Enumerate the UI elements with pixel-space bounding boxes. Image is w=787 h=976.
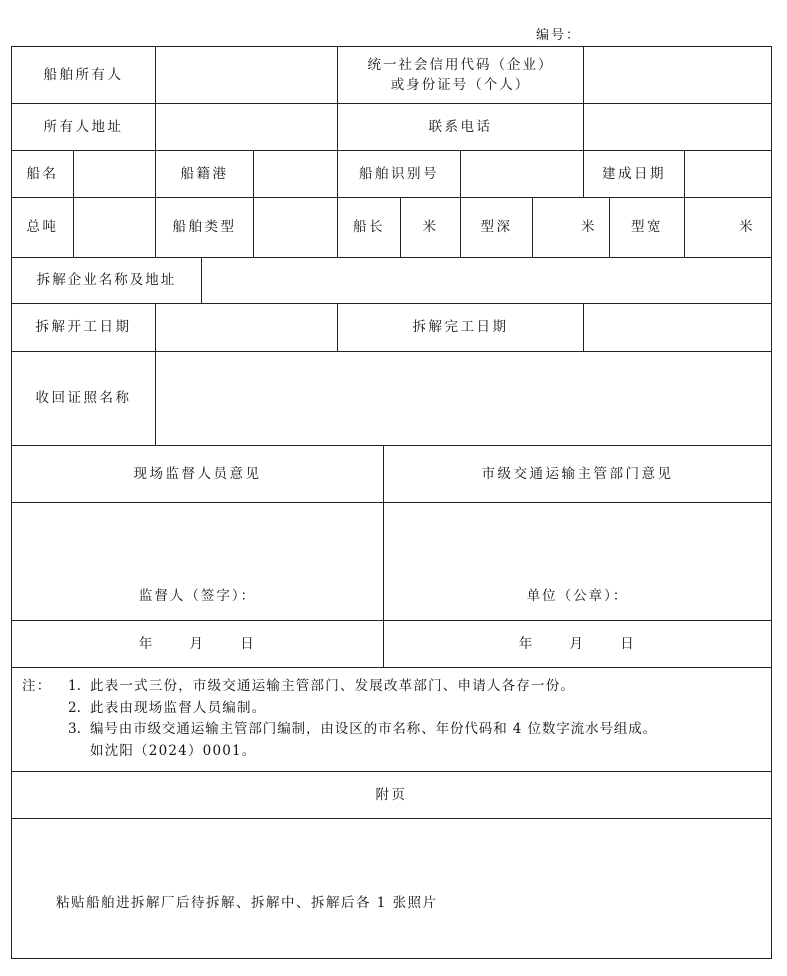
credit-code-label-line2: 或身份证号（个人）: [390, 77, 531, 93]
authority-seal-label: 单位（公章）：: [526, 588, 629, 604]
owner-address-label: 所有人地址: [11, 103, 156, 151]
photo-instruction: 粘贴船舶进拆解厂后待拆解、拆解中、拆解后各 1 张照片: [56, 895, 438, 911]
start-date-field[interactable]: [155, 303, 338, 352]
ship-type-label: 船舶类型: [155, 197, 254, 258]
note-text: 此表由现场监督人员编制。: [90, 699, 267, 716]
supervisor-opinion-field[interactable]: [11, 502, 384, 621]
depth-label: 型深: [460, 197, 533, 258]
ship-type-field[interactable]: [253, 197, 338, 258]
supervisor-opinion-header: 现场监督人员意见: [11, 445, 384, 503]
appendix-title: 附页: [11, 771, 772, 819]
credit-code-label-line1: 统一社会信用代码（企业）: [367, 56, 554, 73]
note-number: 3.: [68, 721, 81, 737]
owner-label: 船舶所有人: [11, 46, 156, 104]
certificates-field[interactable]: [155, 351, 772, 446]
port-label: 船籍港: [155, 150, 254, 198]
authority-date[interactable]: 年 月 日: [383, 620, 772, 668]
note-text: 编号由市级交通运输主管部门编制，由设区的市名称、年份代码和 4 位数字流水号组成。: [90, 721, 658, 737]
length-field[interactable]: [400, 197, 461, 258]
notes-section: [11, 667, 772, 772]
supervisor-date[interactable]: 年 月 日: [11, 620, 384, 668]
note-number: 2.: [68, 699, 81, 716]
depth-field[interactable]: [532, 197, 610, 258]
breadth-unit: 米: [739, 219, 755, 236]
breadth-field[interactable]: [684, 197, 772, 258]
phone-field[interactable]: [583, 103, 772, 151]
note-item-3: [22, 719, 771, 741]
port-field[interactable]: [253, 150, 338, 198]
end-date-label: 拆解完工日期: [337, 303, 584, 352]
authority-opinion-field[interactable]: [383, 502, 772, 621]
start-date-label: 拆解开工日期: [11, 303, 156, 352]
owner-address-field[interactable]: [155, 103, 338, 151]
note-continuation: 如沈阳（2024）0001。: [90, 742, 257, 759]
credit-code-label: [337, 46, 584, 104]
company-label: 拆解企业名称及地址: [11, 257, 202, 304]
company-field[interactable]: [201, 257, 772, 304]
note-number: 1.: [68, 678, 81, 694]
end-date-field[interactable]: [583, 303, 772, 352]
notes-prefix: 注：: [22, 678, 52, 694]
serial-number-label: 编号：: [536, 28, 582, 43]
ship-name-field[interactable]: [73, 150, 156, 198]
certificates-label: 收回证照名称: [11, 351, 156, 446]
build-date-field[interactable]: [684, 150, 772, 198]
phone-label: 联系电话: [337, 103, 584, 151]
note-text: 此表一式三份，市级交通运输主管部门、发展改革部门、申请人各存一份。: [90, 678, 576, 694]
gross-tonnage-field[interactable]: [73, 197, 156, 258]
owner-field[interactable]: [155, 46, 338, 104]
breadth-label: 型宽: [609, 197, 685, 258]
length-unit: 米: [422, 219, 439, 236]
length-label: 船长: [337, 197, 401, 258]
credit-code-field[interactable]: [583, 46, 772, 104]
build-date-label: 建成日期: [583, 150, 685, 198]
depth-unit: 米: [581, 219, 597, 236]
ship-id-label: 船舶识别号: [337, 150, 461, 198]
supervisor-signature-label: 监督人（签字）：: [138, 588, 257, 604]
note-item-1: [22, 676, 771, 698]
authority-opinion-header: 市级交通运输主管部门意见: [383, 445, 772, 503]
photo-attachment-area[interactable]: [11, 818, 772, 959]
ship-name-label: 船名: [11, 150, 74, 198]
note-item-2: [22, 698, 771, 720]
gross-tonnage-label: 总吨: [11, 197, 74, 258]
ship-id-field[interactable]: [460, 150, 584, 198]
